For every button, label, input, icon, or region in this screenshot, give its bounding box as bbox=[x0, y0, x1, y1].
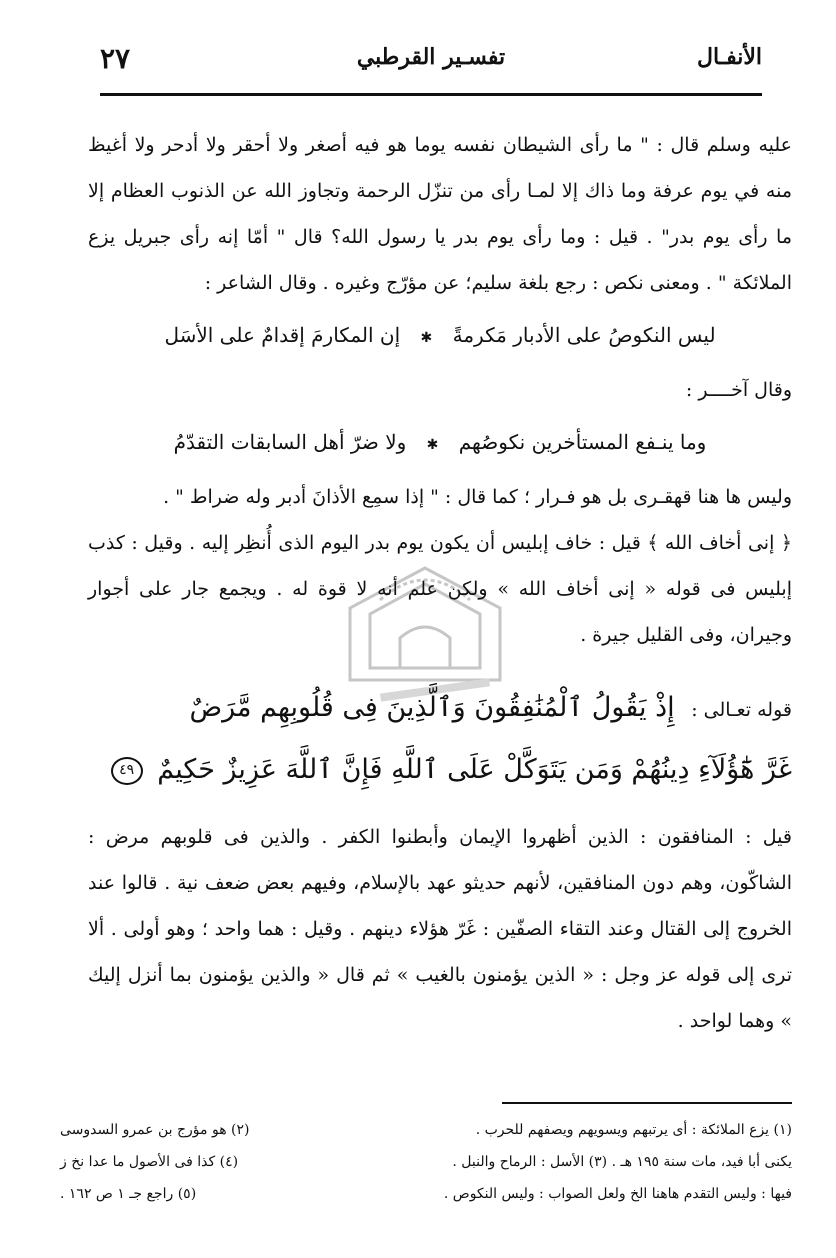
quran-verse bbox=[88, 678, 792, 800]
footnote-row bbox=[60, 1146, 792, 1178]
quran-intro: قوله تعـالى : bbox=[691, 699, 792, 721]
footnote: (٥) راجع جـ ١ ص ١٦٢ . bbox=[60, 1186, 197, 1202]
verse-separator-icon: ✱ bbox=[426, 437, 439, 453]
footnote-row bbox=[60, 1178, 792, 1210]
page-header bbox=[100, 44, 762, 88]
paragraph: قيل : المنافقون : الذين أظهروا الإيمان وأبطنوا الكفر . والذين فى قلوبهم مرض : الشاكّون، وهم دون المنافقين، لأنهم حديثو عهد بالإسلام، وفيهم بعض ضعف نية . قالوا عند الخروج إلى القتال وعند التقاء الصفّين : غَرّ هؤلاء دينهم . وقيل : هما واحد ؛ وهو أولى . ألا ترى إلى قوله عز وجل : « الذين يؤمنون بالغيب » ثم قال « والذين يؤمنون بما أنزل إليك » وهما لواحد . bbox=[88, 826, 792, 1032]
footnote: يكنى أبا فيد، مات سنة ١٩٥ هـ . (٣) الأسل : الرماح والنبل . bbox=[452, 1154, 792, 1170]
hemistich: وما ينـفع المستأخرين نكوصُهم bbox=[458, 430, 707, 454]
quran-line-2 bbox=[88, 740, 792, 800]
ayah-number-badge: ٤٩ bbox=[111, 757, 143, 785]
footnote: (١) يزع الملائكة : أى يرتبهم ويسويهم ويصفهم للحرب . bbox=[475, 1122, 792, 1138]
header-rule bbox=[100, 93, 762, 96]
paragraph: ﴿ إنى أخاف الله ﴾ قيل : خاف إبليس أن يكون يوم بدر اليوم الذى أُنظِر إليه . وقيل : كذب إبليس فى قوله « إنى أخاف الله » ولكن علم أنه لا قوة له . ويجمع جار على أجوار وجيران، وفى القليل جيرة . bbox=[88, 532, 792, 646]
paragraph: وليس ها هنا قهقـرى بل هو فـرار ؛ كما قال : " إذا سمِع الأذانَ أدبر وله ضراط " . bbox=[163, 486, 792, 508]
quran-text: غَرَّ هَٰٓؤُلَآءِ دِينُهُمْ وَمَن يَتَوَكَّلْ عَلَى ٱللَّهِ فَإِنَّ ٱللَّهَ عَزِيزٌ حَكِيمٌ bbox=[157, 754, 792, 785]
quran-text: إِذْ يَقُولُ ٱلْمُنَٰفِقُونَ وَٱلَّذِينَ فِى قُلُوبِهِم مَّرَضٌ bbox=[189, 692, 675, 723]
poet-intro: وقال آخــــر : bbox=[685, 379, 792, 401]
page-number: ٢٧ bbox=[100, 42, 131, 75]
hemistich: ليس النكوصُ على الأدبار مَكرمةً bbox=[452, 323, 716, 347]
poem-verse-1 bbox=[88, 312, 792, 361]
footnote: فيها : وليس التقدم هاهنا الخ ولعل الصواب : وليس النكوص . bbox=[443, 1186, 792, 1202]
footnote: (٢) هو مؤرج بن عمرو السدوسى bbox=[60, 1122, 250, 1138]
book-title: تفسـير القرطبي bbox=[356, 44, 506, 70]
verse-separator-icon: ✱ bbox=[420, 330, 433, 346]
hemistich: ولا ضرّ أهل السابقات التقدّمُ bbox=[173, 430, 407, 454]
main-text bbox=[88, 122, 792, 1044]
paragraph: عليه وسلم قال : " ما رأى الشيطان نفسه يوما هو فيه أصغر ولا أحقر ولا أدحر ولا أغيظ منه في يوم عرفة وما ذاك إلا لمـا رأى من تنزّل الرحمة وتجاوز الله عن الذنوب العظام إلا ما رأى يوم بدر" . قيل : وما رأى يوم بدر يا رسول الله؟ قال " أمّا إنه رأى جبريل يزع الملائكة " . ومعنى نكص : رجع بلغة سليم؛ عن مؤرّج وغيره . وقال الشاعر : bbox=[88, 134, 792, 294]
quran-line-1 bbox=[88, 678, 792, 740]
footnote-rule bbox=[502, 1102, 792, 1104]
hemistich: إن المكارمَ إقدامٌ على الأسَل bbox=[164, 323, 401, 347]
poem-verse-2 bbox=[88, 419, 792, 468]
footnote-row bbox=[60, 1114, 792, 1146]
surah-name: الأنفـال bbox=[696, 44, 762, 70]
footnotes bbox=[60, 1114, 792, 1210]
footnote: (٤) كذا فى الأصول ما عدا نخ ز bbox=[60, 1154, 239, 1170]
